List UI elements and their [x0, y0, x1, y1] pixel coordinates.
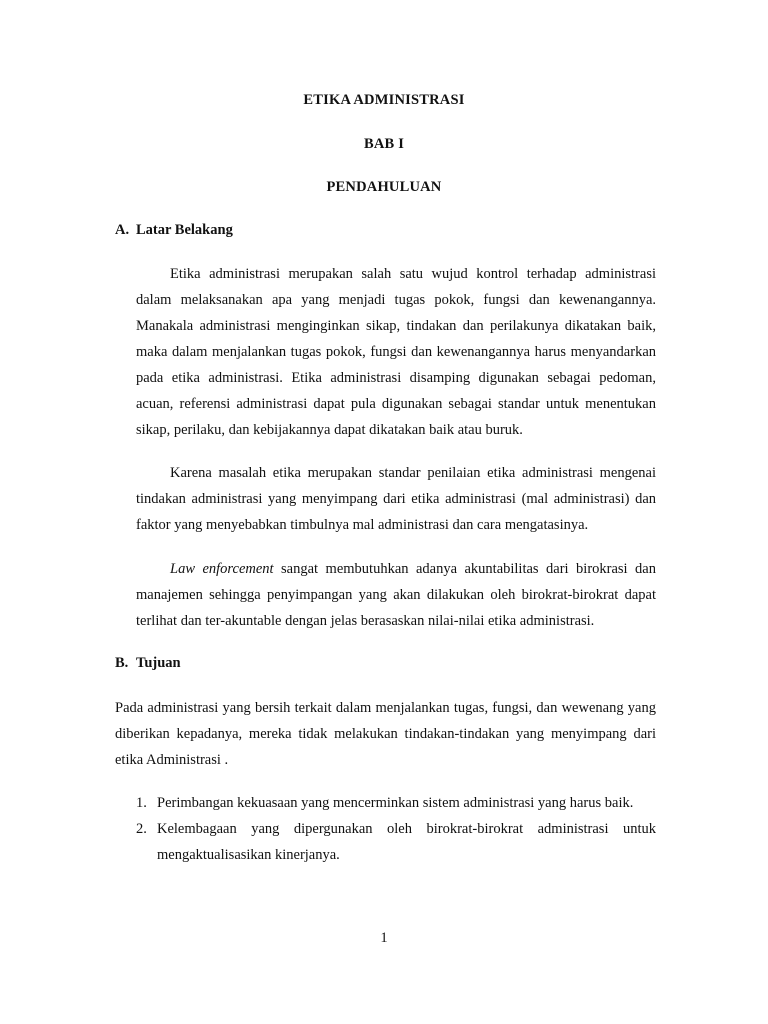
list-item-text: Kelembagaan yang dipergunakan oleh birokrat-birokrat administrasi untuk mengaktualisasikan kinerjanya. — [157, 821, 656, 863]
law-enforcement-term: Law enforcement — [170, 561, 274, 577]
section-a-letter: A. — [115, 222, 130, 238]
section-a-paragraph-2: Karena masalah etika merupakan standar penilaian etika administrasi mengenai tindakan administrasi yang menyimpang dari etika administrasi (mal administrasi) dan faktor yang menyebabkan timbulnya mal administrasi dan cara mengatasinya. — [136, 465, 656, 533]
list-item-text: Perimbangan kekuasaan yang mencerminkan sistem administrasi yang harus baik. — [157, 795, 634, 811]
section-a-paragraph-1: Etika administrasi merupakan salah satu wujud kontrol terhadap administrasi dalam melaksanakan apa yang menjadi tugas pokok, fungsi dan kewenangannya. Manakala administrasi menginginkan sikap, tindakan dan perilakunya dikatakan baik, maka dalam menjalankan tugas pokok, fungsi dan kewenangannya harus menyandarkan pada etika administrasi. Etika administrasi disamping digunakan sebagai pedoman, acuan, referensi administrasi dapat pula digunakan sebagai standar untuk menentukan sikap, perilaku, dan kebijakannya dapat dikatakan baik atau buruk. — [136, 266, 656, 438]
section-a-paragraph-3 — [136, 556, 656, 634]
section-b-intro: Pada administrasi yang bersih terkait dalam menjalankan tugas, fungsi, dan wewenang yang diberikan kepadanya, mereka tidak melakukan tindakan-tindakan yang menyimpang dari etika Administrasi . — [115, 700, 656, 768]
section-b-title: Tujuan — [136, 655, 181, 671]
document-title: ETIKA ADMINISTRASI — [303, 92, 465, 108]
list-item — [136, 790, 656, 816]
section-b-heading — [115, 655, 181, 672]
section-a-heading — [115, 222, 233, 239]
chapter-label: BAB I — [363, 136, 405, 152]
list-item — [136, 816, 656, 868]
list-item-number: 1. — [136, 795, 147, 811]
objectives-list — [136, 790, 656, 868]
section-a-title: Latar Belakang — [136, 222, 233, 238]
list-item-number: 2. — [136, 821, 147, 837]
page-number: 1 — [380, 930, 388, 946]
chapter-title: PENDAHULUAN — [326, 179, 442, 195]
section-a-paragraph-3-rest: sangat membutuhkan adanya akuntabilitas dari birokrasi dan manajemen sehingga penyimpangan yang akan dilakukan oleh birokrat-birokrat dapat terlihat dan ter-akuntable dengan jelas berasaskan nilai-nilai etika administrasi. — [136, 561, 656, 629]
section-b-letter: B. — [115, 655, 129, 671]
